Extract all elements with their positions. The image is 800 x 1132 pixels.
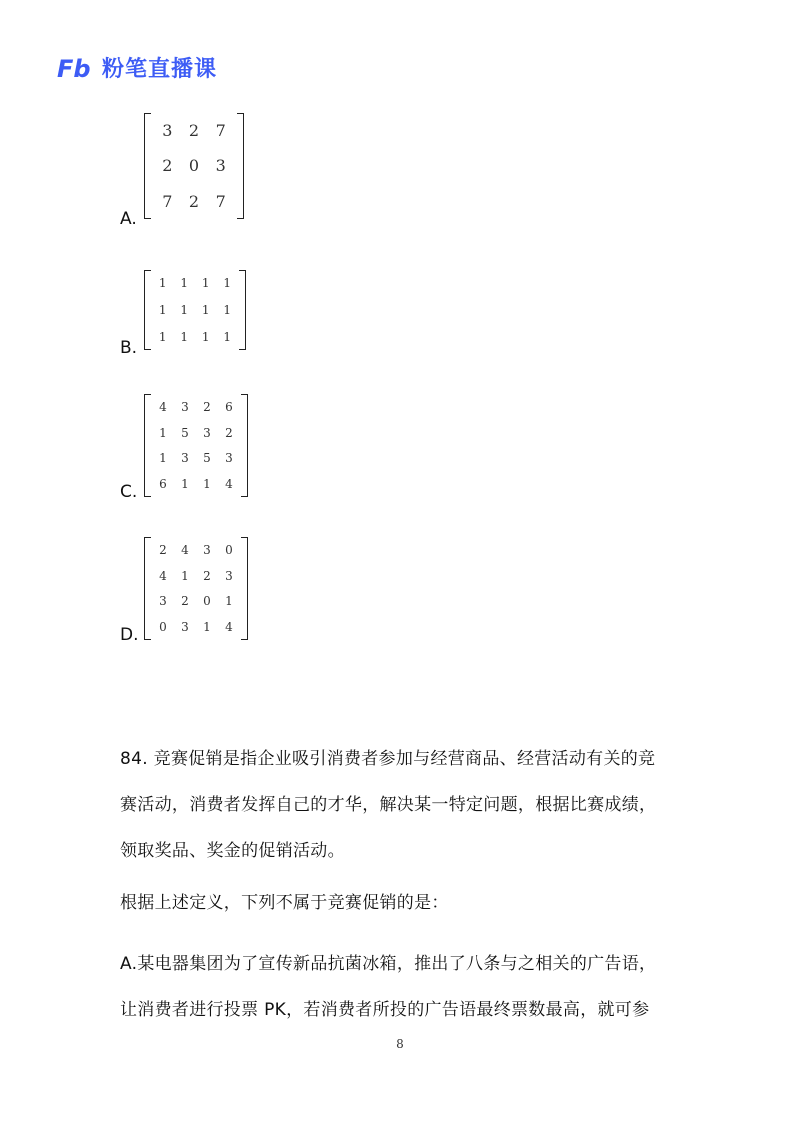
matrix-cell: 0 (188, 156, 200, 176)
brand-name: 粉笔直播课 (102, 57, 218, 82)
question-line: 84. 竞赛促销是指企业吸引消费者参加与经营商品、经营活动有关的竞 (120, 749, 656, 769)
matrix-cell: 2 (188, 121, 200, 141)
matrix-cell: 5 (181, 425, 189, 440)
matrix-cell: 3 (181, 620, 189, 635)
matrix-a (144, 113, 244, 219)
matrix-cell: 1 (201, 276, 210, 291)
matrix-cell: 1 (180, 302, 189, 317)
matrix-cell: 7 (162, 191, 173, 211)
option-label: C. (120, 482, 138, 502)
matrix-cell: 1 (181, 477, 189, 492)
question-line: 领取奖品、奖金的促销活动。 (120, 841, 345, 861)
matrix-cell: 1 (201, 302, 210, 317)
matrix-cell: 4 (181, 542, 189, 557)
question-line: 赛活动，消费者发挥自己的才华，解决某一特定问题，根据比赛成绩， (120, 795, 657, 815)
matrix-cell: 5 (203, 451, 211, 466)
brand-logo (56, 52, 217, 83)
matrix-cell: 1 (159, 451, 167, 466)
matrix-cell: 4 (225, 620, 233, 635)
matrix-cell: 3 (203, 542, 211, 557)
option-label: A. (120, 209, 137, 229)
matrix-cell: 1 (158, 276, 167, 291)
matrix-cell: 4 (225, 477, 233, 492)
matrix-cell: 3 (159, 594, 167, 609)
matrix-cell: 3 (162, 121, 173, 141)
matrix-cell: 1 (201, 329, 210, 344)
matrix-cell: 3 (215, 156, 226, 176)
matrix-cell: 3 (181, 451, 189, 466)
matrix-cell: 2 (225, 425, 233, 440)
matrix-cell: 2 (188, 191, 200, 211)
matrix-cell: 4 (159, 568, 167, 583)
matrix-cell: 1 (181, 568, 189, 583)
matrix-cell: 7 (215, 191, 226, 211)
matrix-cell: 1 (180, 329, 189, 344)
fenbi-logo-icon (56, 54, 96, 82)
question-stem (120, 741, 690, 870)
matrix-cell: 2 (159, 542, 167, 557)
matrix-cell: 7 (215, 121, 226, 141)
matrix-cell: 1 (158, 329, 167, 344)
matrix-cell: 2 (181, 594, 189, 609)
matrix-cell: 1 (158, 302, 167, 317)
answer-option-a (120, 946, 690, 1029)
matrix-c (144, 394, 248, 497)
matrix-b (144, 270, 246, 350)
matrix-cell: 1 (223, 302, 232, 317)
svg-text:Fb: Fb (57, 54, 91, 82)
matrix-cell: 3 (225, 451, 233, 466)
matrix-cell: 6 (159, 477, 167, 492)
matrix-cell: 2 (203, 399, 211, 414)
answer-line: A.某电器集团为了宣传新品抗菌冰箱，推出了八条与之相关的广告语， (120, 954, 657, 974)
matrix-cell: 2 (203, 568, 211, 583)
matrix-cell: 2 (162, 156, 173, 176)
matrix-cell: 1 (203, 477, 211, 492)
matrix-cell: 0 (225, 542, 233, 557)
matrix-cell: 1 (203, 620, 211, 635)
matrix-cell: 0 (203, 594, 211, 609)
option-label: B. (120, 338, 138, 358)
matrix-cell: 1 (159, 425, 167, 440)
matrix-cell: 3 (203, 425, 211, 440)
matrix-cell: 3 (225, 568, 233, 583)
matrix-cell: 1 (180, 276, 189, 291)
matrix-cell: 6 (225, 399, 233, 414)
page-number: 8 (396, 1037, 404, 1051)
matrix-cell: 1 (223, 276, 232, 291)
option-label: D. (120, 625, 139, 645)
matrix-d (144, 537, 248, 640)
answer-line: 让消费者进行投票 PK，若消费者所投的广告语最终票数最高，就可参 (120, 1000, 650, 1020)
matrix-cell: 1 (225, 594, 233, 609)
matrix-cell: 0 (159, 620, 167, 635)
matrix-cell: 4 (159, 399, 167, 414)
question-prompt: 根据上述定义，下列不属于竞赛促销的是： (120, 893, 449, 913)
matrix-cell: 1 (223, 329, 232, 344)
matrix-cell: 3 (181, 399, 189, 414)
